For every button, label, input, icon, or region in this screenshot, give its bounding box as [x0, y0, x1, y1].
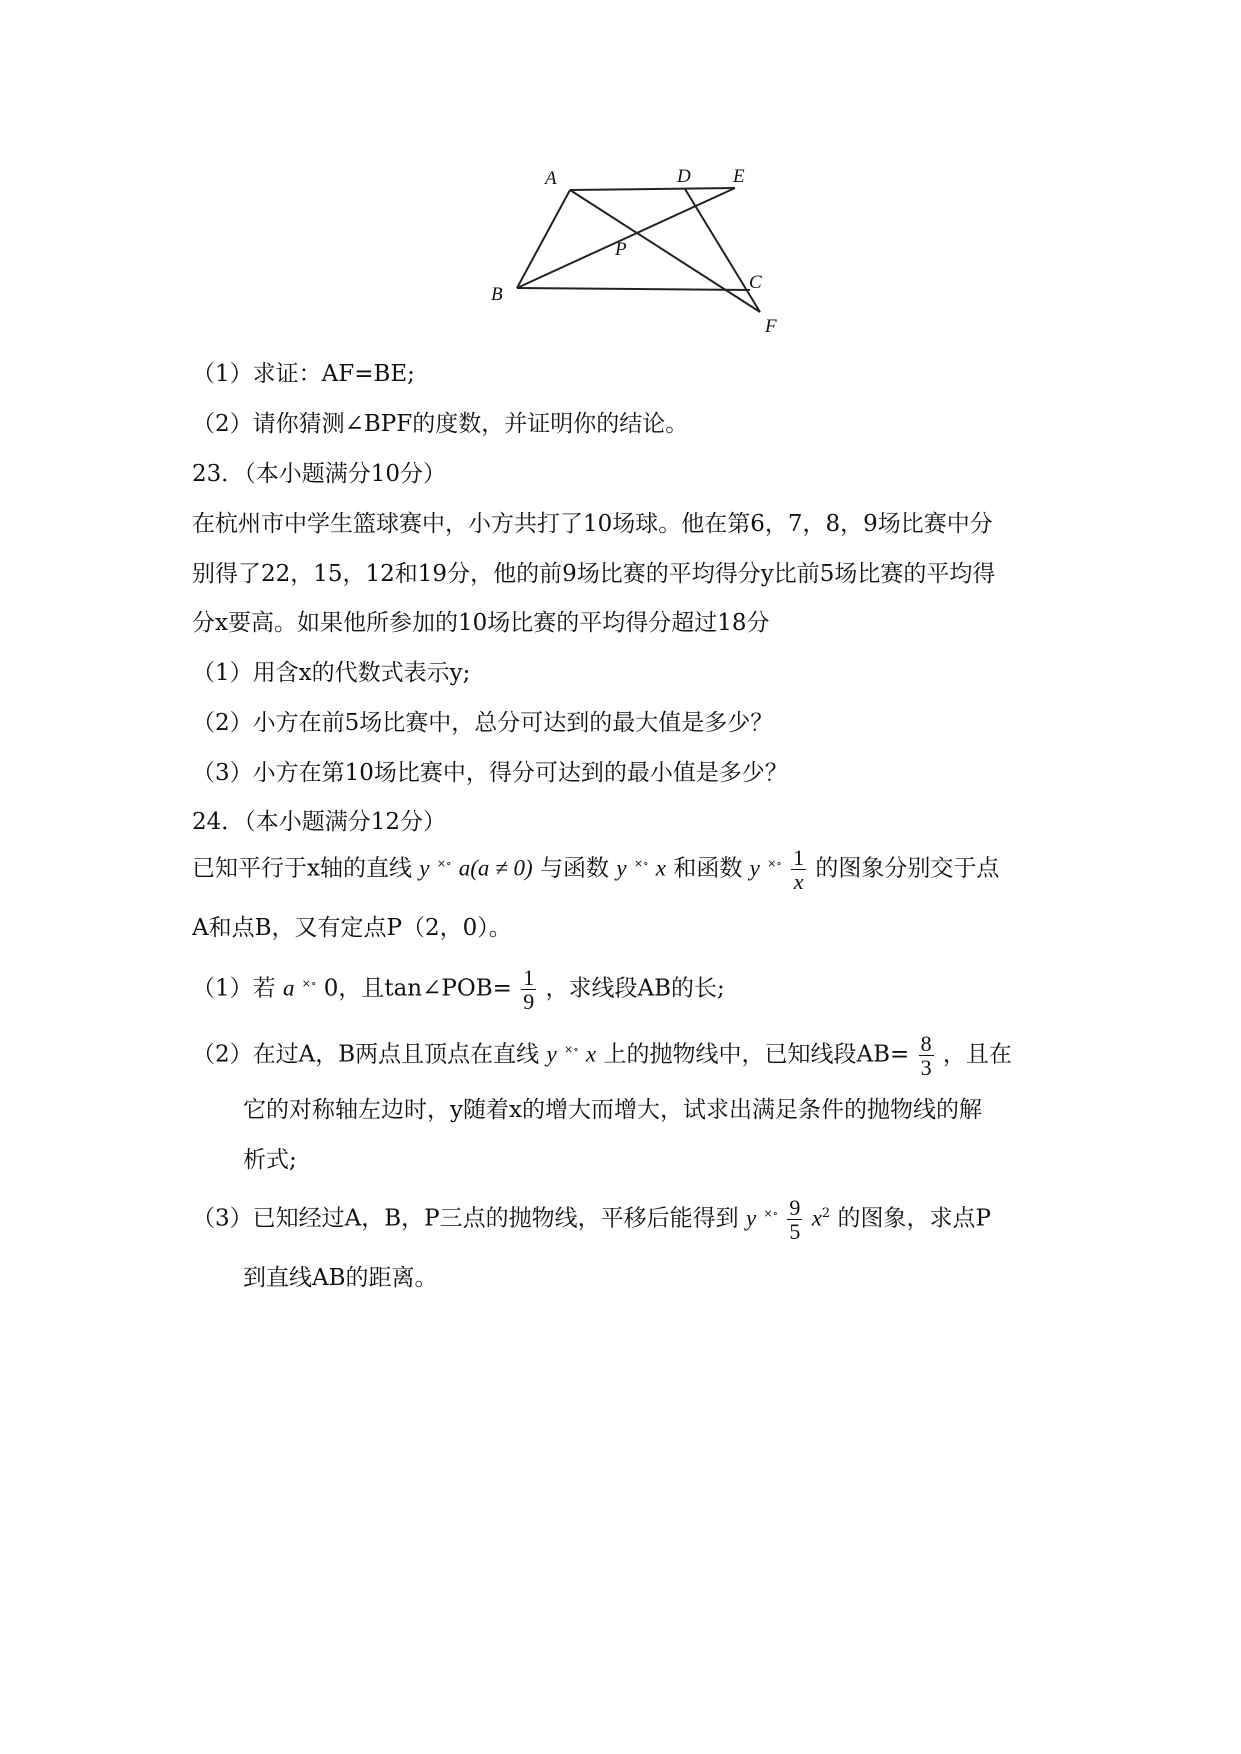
- sym-a: a: [282, 975, 295, 1001]
- q24-p2-b: 上的抛物线中，已知线段AB=: [603, 1041, 910, 1068]
- q24-intro-c: 和函数: [673, 855, 743, 882]
- segment-BE: [517, 188, 735, 288]
- power-2: 2: [821, 1205, 831, 1221]
- q23-header: 23．（本小题满分10分）: [192, 461, 447, 487]
- q23-body-line3: 分x要高。如果他所参加的10场比赛的平均得分超过18分: [192, 610, 770, 636]
- q24-p1-c: ，求线段AB的长;: [545, 975, 725, 1002]
- frac4-den: 5: [789, 1219, 801, 1244]
- fraction-1-over-9: [521, 966, 536, 1013]
- label-F: F: [765, 316, 777, 337]
- q23-body-line1: 在杭州市中学生篮球赛中，小方共打了10场球。他在第6，7，8，9场比赛中分: [192, 511, 993, 537]
- geometry-figure: [475, 160, 815, 340]
- q24-intro-line1: [192, 846, 999, 893]
- label-D: D: [677, 166, 691, 187]
- frac2-num: 1: [523, 965, 535, 990]
- frac2-den: 9: [523, 989, 535, 1014]
- label-P: P: [615, 239, 627, 260]
- sym-y-3: y: [749, 855, 760, 881]
- q24-p1-a: （1）若: [192, 975, 276, 1002]
- label-C: C: [749, 272, 762, 293]
- garbled-equals-3: ×∘: [767, 856, 782, 870]
- q24-part2-line2: 它的对称轴左边时，y随着x的增大而增大，试求出满足条件的抛物线的解: [243, 1097, 982, 1123]
- garbled-equals-5: ×∘: [564, 1042, 579, 1056]
- q24-p2-a: （2）在过A，B两点且顶点在直线: [192, 1041, 540, 1068]
- q24-part2-line3: 析式;: [243, 1147, 297, 1173]
- garbled-equals-6: ×∘: [763, 1206, 779, 1220]
- sym-x-3: x: [811, 1205, 822, 1231]
- segment-DF: [685, 189, 760, 312]
- q24-part3: [192, 1196, 991, 1243]
- fraction-9-over-5: [787, 1196, 802, 1243]
- sym-x-2: x: [585, 1041, 597, 1067]
- q24-p3-a: （3）已知经过A，B，P三点的抛物线，平移后能得到: [192, 1205, 739, 1232]
- sym-y-1: y: [419, 855, 430, 881]
- sym-y-4: y: [546, 1041, 557, 1067]
- q24-header: 24．（本小题满分12分）: [192, 809, 447, 835]
- sym-x-1: x: [655, 855, 666, 881]
- q24-part2: [192, 1032, 1012, 1079]
- fraction-8-over-3: [919, 1032, 934, 1079]
- q24-intro-d: 的图象分别交于点: [815, 855, 1000, 882]
- label-E: E: [733, 166, 745, 187]
- label-B: B: [491, 284, 503, 305]
- frac3-den: 3: [920, 1055, 932, 1080]
- frac1-num: 1: [793, 845, 805, 870]
- q24-intro-line2: A和点B，又有定点P（2，0）。: [192, 915, 512, 941]
- q23-body-line2: 别得了22，15，12和19分，他的前9场比赛的平均得分y比前5场比赛的平均得: [192, 561, 996, 587]
- garbled-equals-1: ×∘: [436, 856, 452, 870]
- q23-part1: （1）用含x的代数式表示y;: [192, 660, 471, 686]
- sym-y-2: y: [616, 855, 627, 881]
- frac1-den: x: [793, 869, 804, 894]
- q24-p1-b: 0，且tan∠POB=: [323, 975, 512, 1002]
- segment-AB: [517, 190, 570, 288]
- garbled-equals-2: ×∘: [633, 856, 649, 870]
- garbled-equals-4: ×∘: [301, 976, 317, 990]
- segment-BC: [517, 288, 750, 290]
- q23-part3: （3）小方在第10场比赛中，得分可达到的最小值是多少？: [192, 760, 788, 786]
- q24-eq1: a(a ≠ 0): [458, 855, 533, 881]
- frac4-num: 9: [789, 1195, 801, 1220]
- q22-part1: （1）求证：AF=BE;: [192, 361, 415, 387]
- q24-p2-c: ，且在: [942, 1041, 1012, 1068]
- sym-y-5: y: [745, 1205, 757, 1231]
- q24-intro-a: 已知平行于x轴的直线: [192, 855, 412, 882]
- fraction-1-over-x: [791, 846, 806, 893]
- frac3-num: 8: [920, 1031, 932, 1056]
- q24-p3-b: 的图象，求点P: [837, 1205, 991, 1232]
- label-A: A: [545, 168, 557, 189]
- segment-AE: [570, 188, 735, 190]
- q22-part2: （2）请你猜测∠BPF的度数，并证明你的结论。: [192, 411, 689, 437]
- q24-part1: [192, 966, 725, 1013]
- q24-part3-line2: 到直线AB的距离。: [243, 1265, 438, 1291]
- q23-part2: （2）小方在前5场比赛中，总分可达到的最大值是多少？: [192, 710, 774, 736]
- q24-intro-b: 与函数: [540, 855, 610, 882]
